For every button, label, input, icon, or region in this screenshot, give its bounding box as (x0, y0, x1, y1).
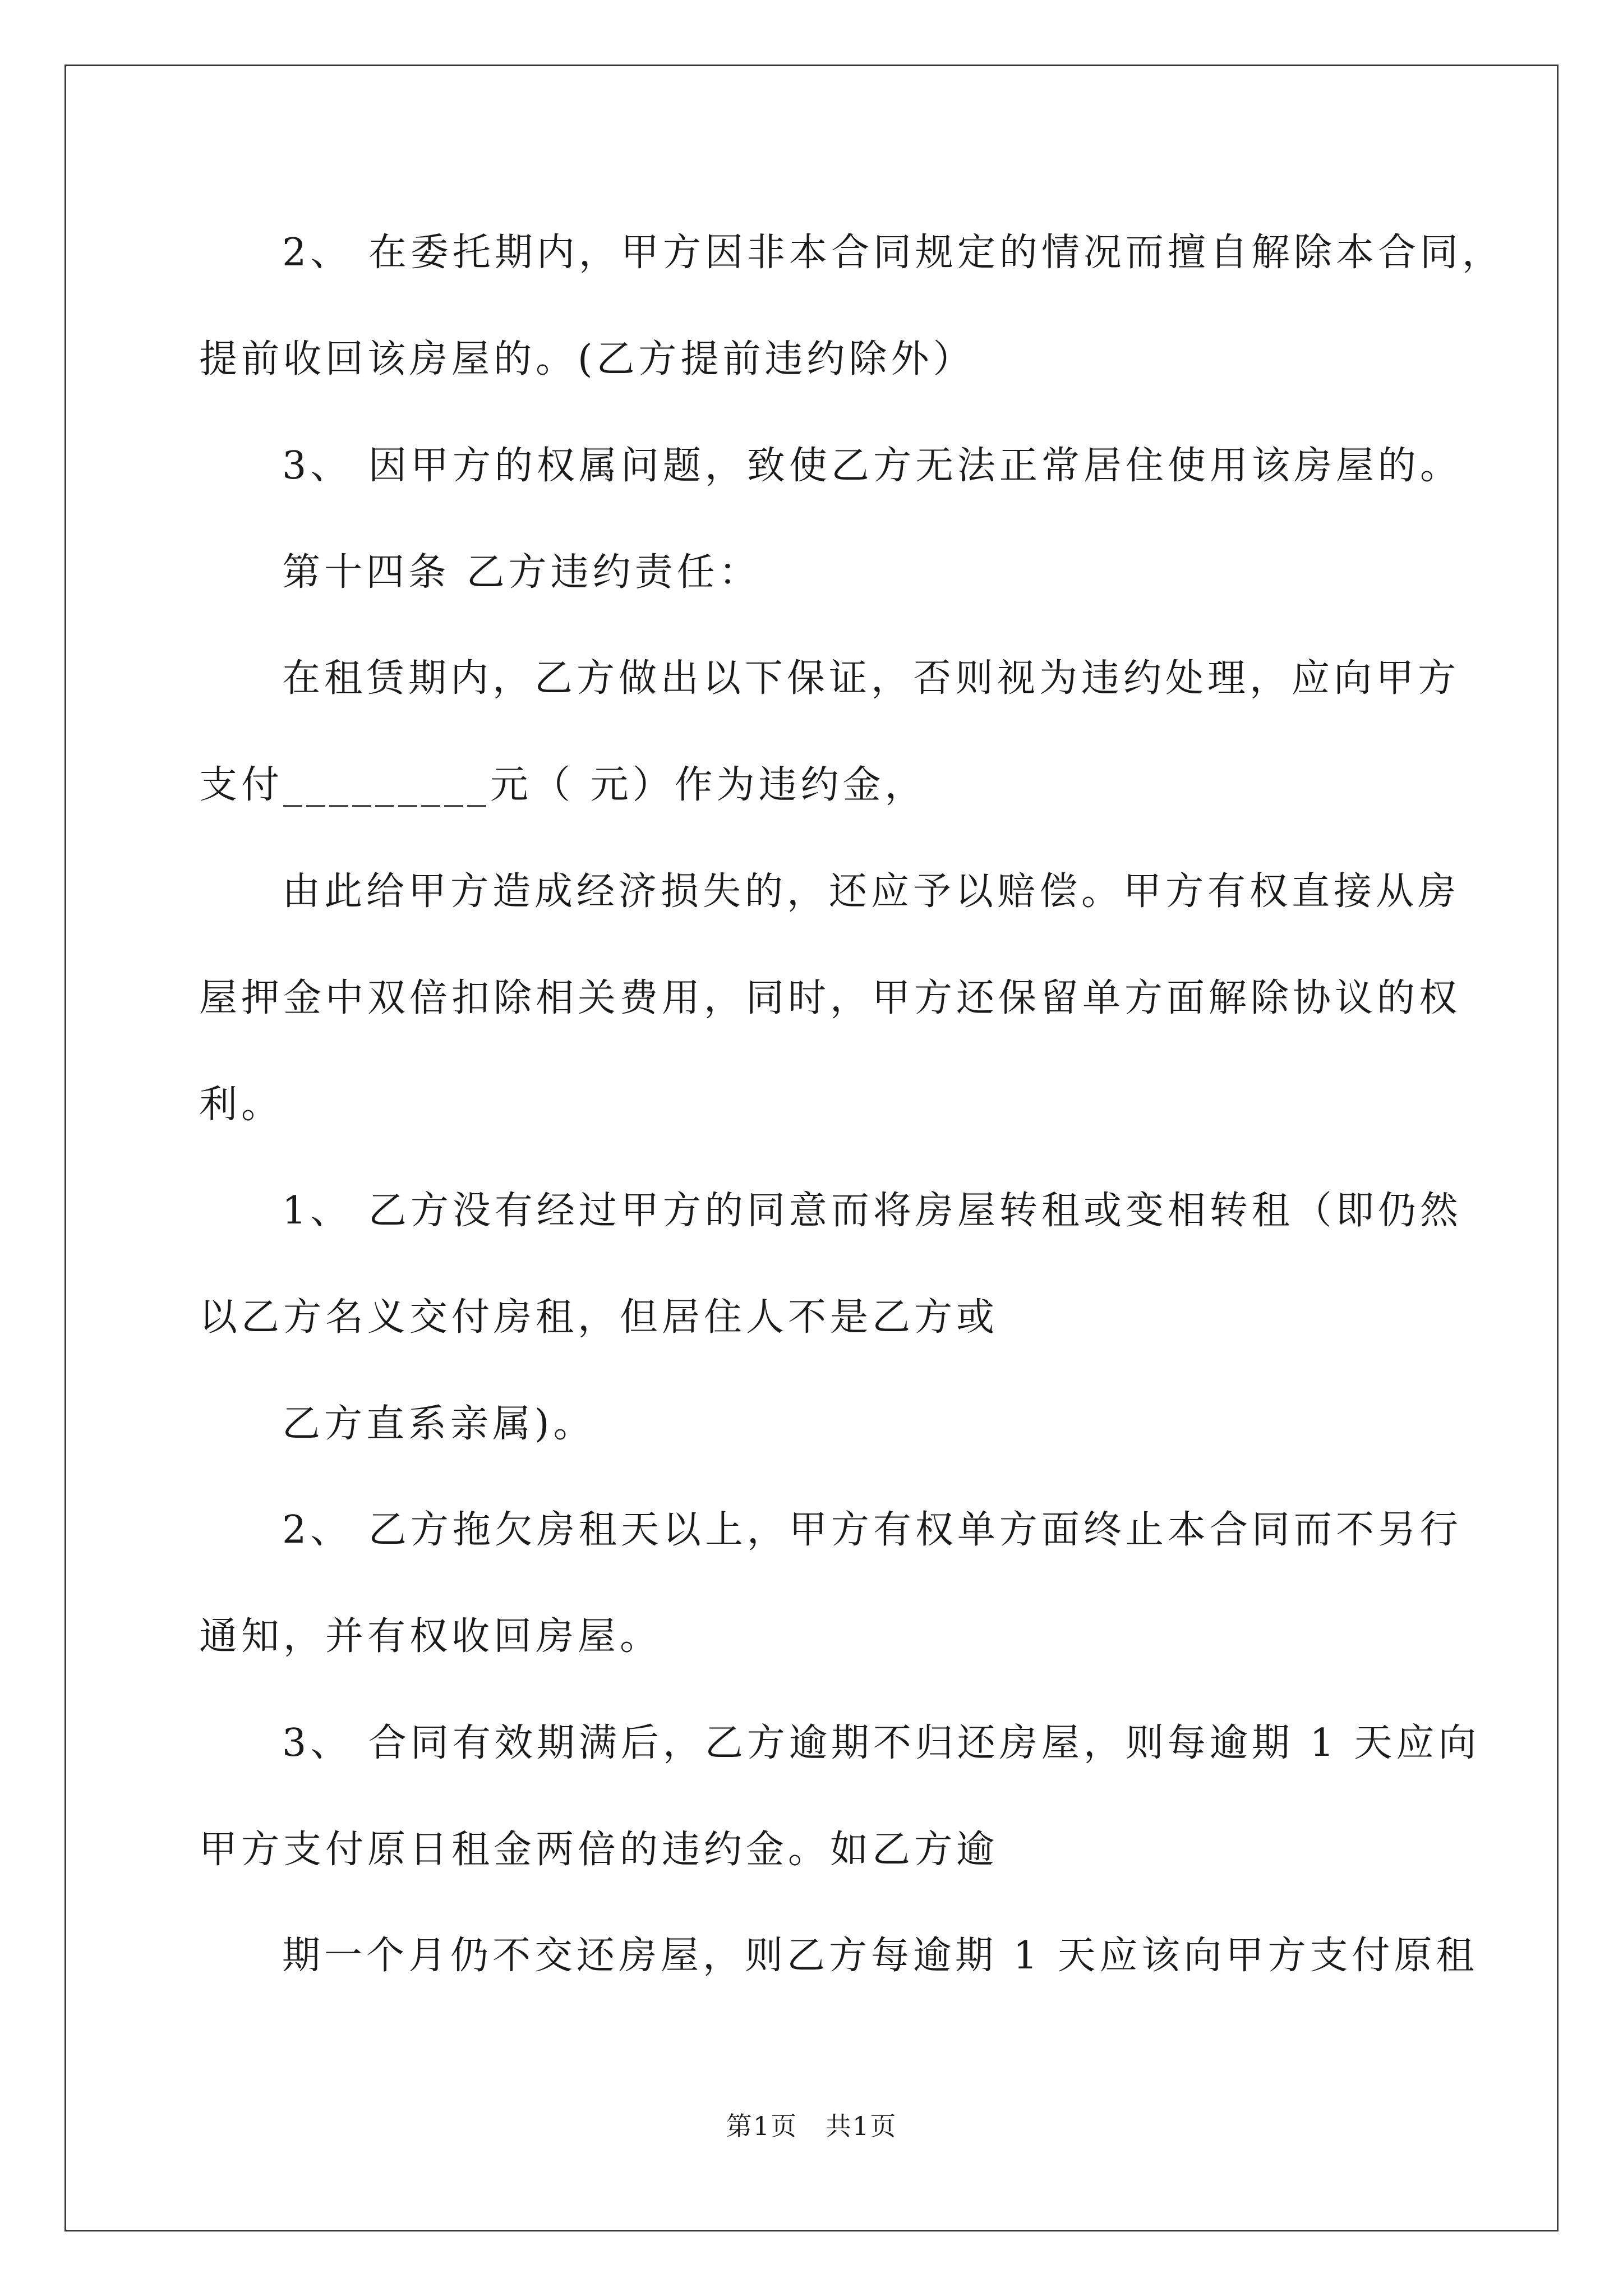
paragraph-line: 在租赁期内，乙方做出以下保证，否则视为违约处理，应向甲方 (282, 656, 1460, 701)
paragraph-line: 支付_________元（ 元）作为违约金， (199, 763, 927, 807)
paragraph-line: 利。 (199, 1083, 284, 1127)
paragraph-line: 2、 乙方拖欠房租天以上，甲方有权单方面终止本合同而不另行 (282, 1508, 1462, 1552)
paragraph-line: 期一个月仍不交还房屋，则乙方每逾期 1 天应该向甲方支付原租 (282, 1934, 1478, 1978)
paragraph-line: 由此给甲方造成经济损失的，还应予以赔偿。甲方有权直接从房 (282, 869, 1460, 914)
page-border (64, 65, 1559, 2231)
paragraph-line: 屋押金中双倍扣除相关费用，同时，甲方还保留单方面解除协议的权 (199, 976, 1461, 1020)
paragraph-line: 乙方直系亲属)。 (282, 1402, 596, 1446)
paragraph-line: 2、 在委托期内，甲方因非本合同规定的情况而擅自解除本合同， (282, 231, 1504, 275)
paragraph-line: 3、 合同有效期满后，乙方逾期不归还房屋，则每逾期 1 天应向 (282, 1721, 1481, 1765)
paragraph-line: 以乙方名义交付房租，但居住人不是乙方或 (199, 1295, 999, 1340)
section-heading: 第十四条 乙方违约责任： (282, 550, 761, 595)
paragraph-line: 提前收回该房屋的。(乙方提前违约除外） (199, 337, 975, 381)
page-footer: 第1页 共1页 (726, 2111, 897, 2141)
paragraph-line: 通知，并有权收回房屋。 (199, 1614, 662, 1659)
paragraph-line: 3、 因甲方的权属问题，致使乙方无法正常居住使用该房屋的。 (282, 444, 1462, 488)
paragraph-line: 甲方支付原日租金两倍的违约金。如乙方逾 (199, 1828, 999, 1872)
paragraph-line: 1、 乙方没有经过甲方的同意而将房屋转租或变相转租（即仍然 (282, 1189, 1462, 1233)
